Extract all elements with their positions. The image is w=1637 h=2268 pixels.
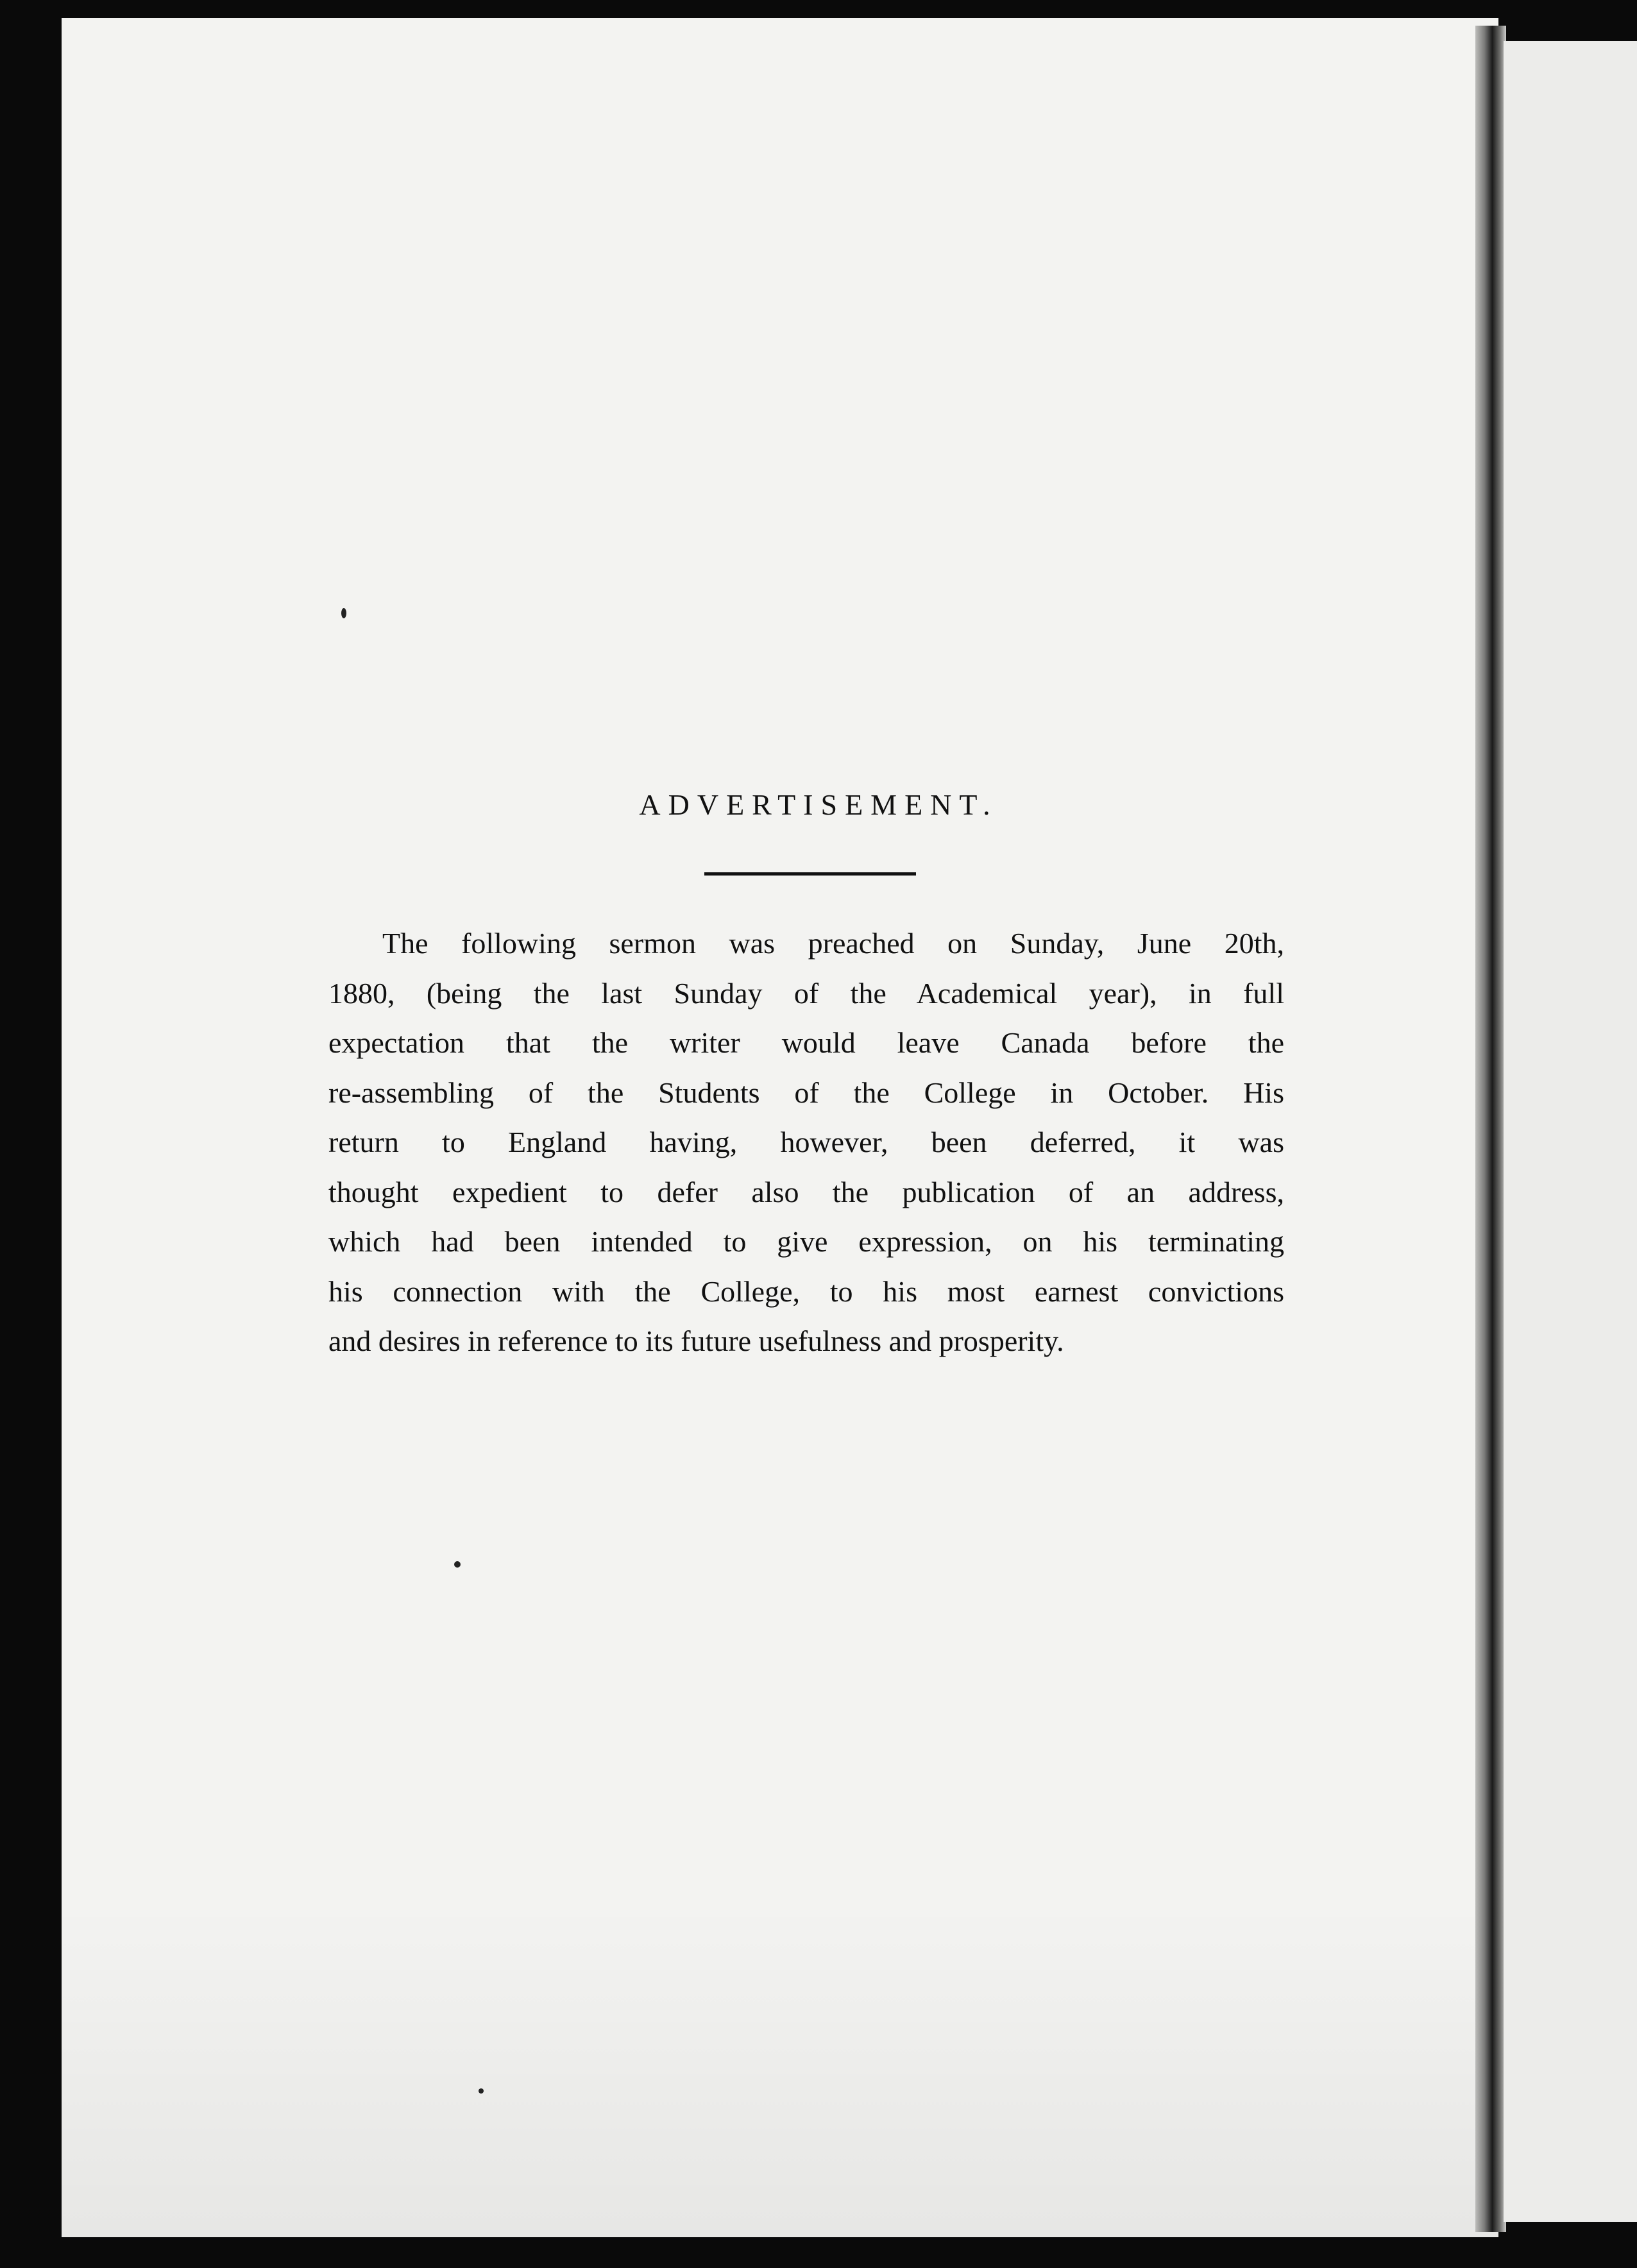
facing-page-edge	[1504, 41, 1637, 2222]
page-heading: ADVERTISEMENT.	[639, 788, 998, 821]
book-spine	[1475, 26, 1506, 2232]
heading-rule	[704, 872, 916, 876]
ink-speck	[479, 2088, 484, 2094]
paragraph-line: his connection with the College, to his most earnest convictions	[328, 1274, 1284, 1308]
page-shading	[62, 1904, 1498, 2237]
paragraph-line: expectation that the writer would leave Canada before the	[328, 1026, 1284, 1059]
paragraph-line: and desires in reference to its future usefulness and prosperity.	[328, 1324, 1064, 1357]
paragraph-line: return to England having, however, been deferred, it was	[328, 1126, 1284, 1158]
paragraph-line: The following sermon was preached on Sunday, June 20th,	[382, 927, 1284, 960]
paragraph-line: which had been intended to give expression, on his terminating	[328, 1225, 1284, 1258]
ink-speck	[454, 1561, 461, 1568]
advertisement-paragraph	[328, 918, 1284, 1366]
paragraph-line: thought expedient to defer also the publication of an address,	[328, 1175, 1284, 1208]
paragraph-line: re-assembling of the Students of the College in October. His	[328, 1076, 1284, 1109]
ink-speck	[341, 608, 346, 618]
paragraph-line: 1880, (being the last Sunday of the Academical year), in full	[328, 976, 1284, 1010]
